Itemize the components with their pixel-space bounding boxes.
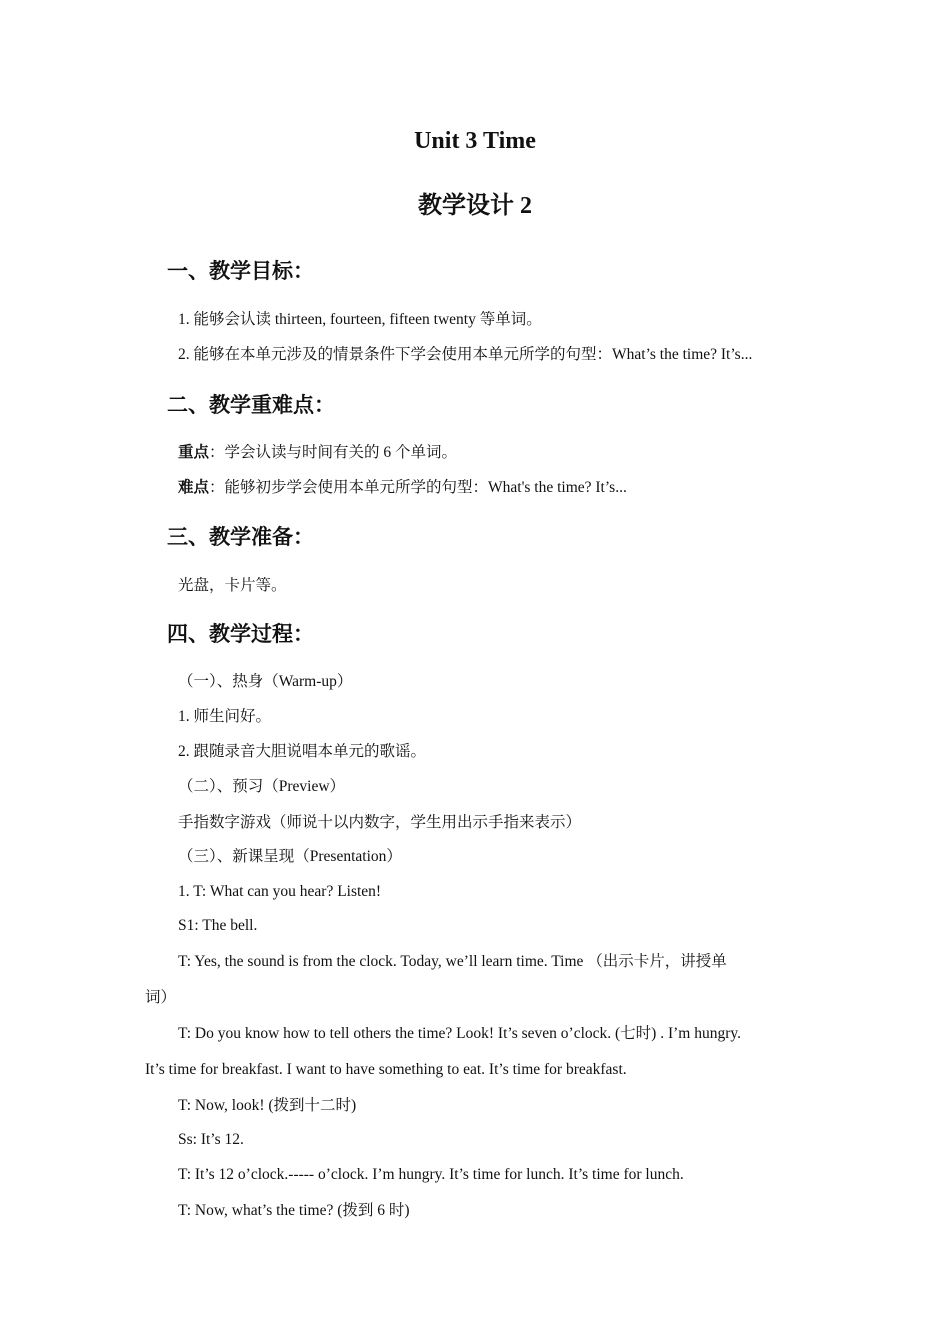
goal-item-2: 2. 能够在本单元涉及的情景条件下学会使用本单元所学的句型：What’s the time? It’s... [178,346,753,363]
process-line: T: Now, look! (拨到十二时) [178,1097,357,1114]
process-line: 2. 跟随录音大胆说唱本单元的歌谣。 [178,743,427,760]
difficult-point-text: ：能够初步学会使用本单元所学的句型：What's the time? It’s... [209,479,627,496]
process-line: T: Yes, the sound is from the clock. Today, we’ll learn time. Time （出示卡片，讲授单 [178,953,727,970]
process-line: T: Now, what’s the time? (拨到 6 时) [178,1202,410,1219]
document-title: Unit 3 Time [414,128,536,154]
process-line: T: Do you know how to tell others the time? Look! It’s seven o’clock. (七时) . I’m hungry. [178,1025,741,1042]
process-line: T: It’s 12 o’clock.----- o’clock. I’m hungry. It’s time for lunch. It’s time for lunch. [178,1166,684,1183]
goal-item-1: 1. 能够会认读 thirteen, fourteen, fifteen twenty 等单词。 [178,311,542,328]
section-heading-key-points: 二、教学重难点： [167,393,335,417]
section-heading-process: 四、教学过程： [167,622,314,646]
difficult-point-label: 难点 [178,479,210,496]
process-line: （二）、预习（Preview） [178,778,346,795]
process-line: 1. T: What can you hear? Listen! [178,883,382,900]
process-line: 1. 师生问好。 [178,708,272,725]
section-heading-goals: 一、教学目标： [167,259,314,283]
process-line: 手指数字游戏（师说十以内数字，学生用出示手指来表示） [178,814,582,831]
prep-text: 光盘，卡片等。 [178,577,287,594]
process-line: 词） [145,989,177,1006]
process-line: It’s time for breakfast. I want to have something to eat. It’s time for breakfast. [145,1061,627,1078]
process-line: （一）、热身（Warm-up） [178,673,353,690]
key-point-label: 重点 [178,444,210,461]
key-point-text: ：学会认读与时间有关的 6 个单词。 [209,444,458,461]
key-point-line [178,442,457,464]
process-line: S1: The bell. [178,917,258,934]
document-subtitle: 教学设计 2 [418,193,532,219]
difficult-point-line [178,477,627,499]
process-line: Ss: It’s 12. [178,1131,244,1148]
section-heading-prep: 三、教学准备： [167,525,314,549]
process-line: （三）、新课呈现（Presentation） [178,848,402,865]
